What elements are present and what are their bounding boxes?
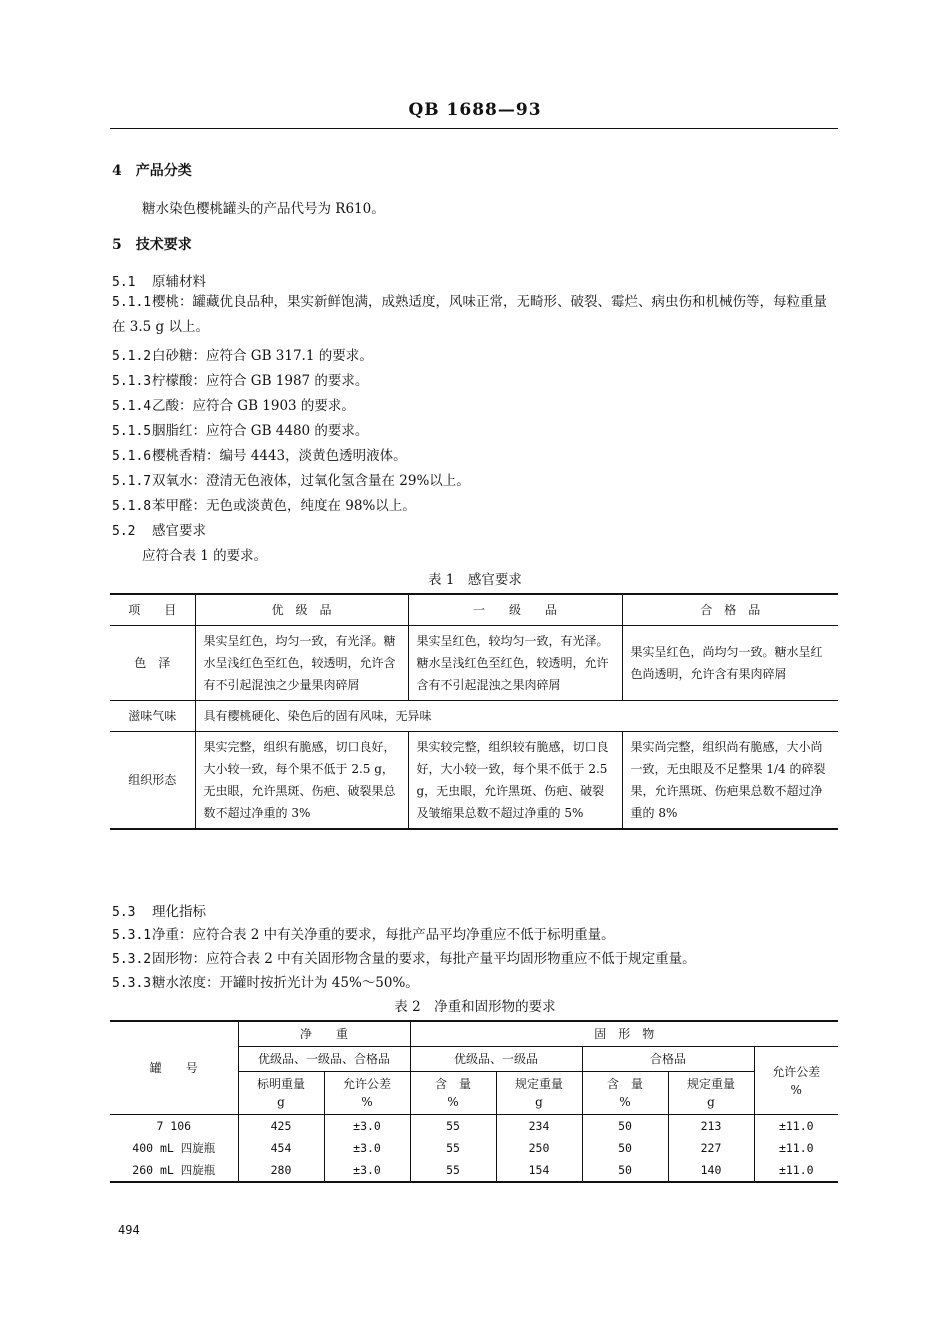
clause-5-2-text: 应符合表 1 的要求。 bbox=[142, 548, 268, 564]
cell-solids-tolerance: ±11.0 bbox=[754, 1137, 838, 1159]
clause-5-1-2 bbox=[112, 344, 373, 364]
cell-first-grade: 果实较完整，组织较有脆感，切口良好，大小较一致，每个果不低于 2.5 g，无虫眼，允许黑斑、伤疤、破裂及皱缩果总数不超过净重的 5% bbox=[408, 732, 622, 830]
cell-excellent: 果实完整，组织有脆感，切口良好，大小较一致，每个果不低于 2.5 g，无虫眼，允许黑斑、伤疤、破裂果总数不超过净重的 3% bbox=[195, 732, 408, 830]
table-row bbox=[110, 1115, 838, 1138]
clause-number: 5.1.7 bbox=[112, 474, 152, 489]
clause-5-1-4 bbox=[112, 394, 355, 414]
cell-spec-weight-1: 250 bbox=[496, 1137, 582, 1159]
net-tolerance-label: 允许公差 bbox=[342, 1077, 391, 1091]
document-header: QB 1688—93 bbox=[408, 100, 542, 120]
spec-weight-unit: g bbox=[535, 1095, 543, 1109]
cell-spec-weight-2: 227 bbox=[668, 1137, 754, 1159]
clause-text: 净重：应符合表 2 中有关净重的要求，每批产品平均净重应不低于标明重量。 bbox=[152, 927, 615, 943]
cell-excellent: 果实呈红色，均匀一致，有光泽。糖水呈浅红色至红色，较透明，允许含有不引起混浊之少量果肉碎屑 bbox=[195, 626, 408, 701]
cell-tolerance: ±3.0 bbox=[324, 1137, 410, 1159]
clause-number: 5.1.8 bbox=[112, 499, 152, 514]
table-row bbox=[110, 1137, 838, 1159]
cell-weight: 280 bbox=[238, 1159, 324, 1182]
row-label: 组织形态 bbox=[110, 732, 195, 830]
section-4-title: 4 产品分类 bbox=[112, 163, 192, 179]
clause-5-1 bbox=[112, 270, 206, 290]
header-content-2 bbox=[582, 1072, 668, 1115]
cell-first-grade: 果实呈红色，较均匀一致，有光泽。糖水呈浅红色至红色，较透明，允许含有不引起混浊之果肉碎屑 bbox=[408, 626, 622, 701]
tolerance-unit: % bbox=[790, 1082, 802, 1097]
header-spec-weight-1 bbox=[496, 1072, 582, 1115]
header-first-grade: 一 级 品 bbox=[408, 594, 622, 626]
header-excellent: 优 级 品 bbox=[195, 594, 408, 626]
table-row bbox=[110, 732, 838, 830]
cell-content-1: 55 bbox=[410, 1115, 496, 1138]
header-qualified: 合格品 bbox=[582, 1047, 754, 1072]
cell-content-2: 50 bbox=[582, 1137, 668, 1159]
clause-number: 5.2 bbox=[112, 524, 136, 539]
cell-content-2: 50 bbox=[582, 1115, 668, 1138]
cell-weight: 425 bbox=[238, 1115, 324, 1138]
cell-spec-weight-1: 154 bbox=[496, 1159, 582, 1182]
header-spec-weight-2 bbox=[668, 1072, 754, 1115]
content-label: 含 量 bbox=[434, 1077, 471, 1091]
clause-text: 糖水浓度：开罐时按折光计为 45%～50%。 bbox=[152, 975, 419, 991]
clause-text: 苯甲醛：无色或淡黄色，纯度在 98%以上。 bbox=[152, 498, 416, 514]
header-net-tolerance bbox=[324, 1072, 410, 1115]
table-row bbox=[110, 1159, 838, 1182]
section-4-text: 糖水染色樱桃罐头的产品代号为 R610。 bbox=[142, 201, 385, 217]
cell-spec-weight-2: 213 bbox=[668, 1115, 754, 1138]
cell-tolerance: ±3.0 bbox=[324, 1115, 410, 1138]
header-can-number: 罐 号 bbox=[110, 1021, 238, 1115]
clause-5-1-6 bbox=[112, 444, 407, 464]
clause-text: 樱桃香精：编号 4443，淡黄色透明液体。 bbox=[152, 448, 407, 464]
table-row bbox=[110, 701, 838, 732]
clause-number: 5.3.3 bbox=[112, 976, 152, 991]
cell-spec-weight-2: 140 bbox=[668, 1159, 754, 1182]
content-unit: % bbox=[447, 1095, 459, 1109]
content-unit: % bbox=[619, 1095, 631, 1109]
clause-5-1-7 bbox=[112, 469, 470, 489]
table-header-row bbox=[110, 594, 838, 626]
cell-solids-tolerance: ±11.0 bbox=[754, 1115, 838, 1138]
clause-text: 感官要求 bbox=[152, 523, 206, 539]
cell-content-1: 55 bbox=[410, 1137, 496, 1159]
clause-text: 柠檬酸：应符合 GB 1987 的要求。 bbox=[152, 373, 369, 389]
net-weight-solids-table bbox=[110, 1020, 838, 1183]
clause-5-1-1 bbox=[112, 290, 840, 339]
net-tolerance-unit: % bbox=[361, 1095, 373, 1109]
clause-number: 5.1 bbox=[112, 275, 136, 290]
cell-qualified: 果实呈红色，尚均匀一致。糖水呈红色尚透明，允许含有果肉碎屑 bbox=[622, 626, 838, 701]
clause-text: 樱桃：罐藏优良品种，果实新鲜饱满，成熟适度，风味正常，无畸形、破裂、霉烂、病虫伤和机械伤等，每粒重量在 3.5 g 以上。 bbox=[112, 294, 827, 335]
clause-5-2 bbox=[112, 519, 206, 539]
header-net-weight: 净 重 bbox=[238, 1021, 410, 1047]
clause-5-1-8 bbox=[112, 494, 416, 514]
clause-number: 5.1.5 bbox=[112, 424, 152, 439]
header-item: 项 目 bbox=[110, 594, 195, 626]
cell-qualified: 果实尚完整，组织尚有脆感，大小尚一致，无虫眼及不足整果 1/4 的碎裂果，允许黑斑、伤疤果总数不超过净重的 8% bbox=[622, 732, 838, 830]
header-solids-tolerance bbox=[754, 1047, 838, 1115]
labeled-weight-unit: g bbox=[277, 1095, 285, 1109]
table-2-caption: 表 2 净重和固形物的要求 bbox=[394, 999, 556, 1015]
cell-can: 260 mL 四旋瓶 bbox=[110, 1159, 238, 1182]
content-label: 含 量 bbox=[606, 1077, 643, 1091]
clause-text: 白砂糖：应符合 GB 317.1 的要求。 bbox=[152, 348, 373, 364]
labeled-weight-label: 标明重量 bbox=[256, 1077, 305, 1091]
header-labeled-weight bbox=[238, 1072, 324, 1115]
row-label: 色 泽 bbox=[110, 626, 195, 701]
table-row bbox=[110, 626, 838, 701]
spec-weight-unit: g bbox=[707, 1095, 715, 1109]
cell-tolerance: ±3.0 bbox=[324, 1159, 410, 1182]
clause-number: 5.1.1 bbox=[112, 295, 152, 310]
clause-text: 胭脂红：应符合 GB 4480 的要求。 bbox=[152, 423, 369, 439]
clause-5-1-3 bbox=[112, 369, 368, 389]
cell-solids-tolerance: ±11.0 bbox=[754, 1159, 838, 1182]
spec-weight-label: 规定重量 bbox=[514, 1077, 563, 1091]
clause-text: 乙酸：应符合 GB 1903 的要求。 bbox=[152, 398, 355, 414]
clause-5-3-3 bbox=[112, 971, 419, 991]
table-1-caption: 表 1 感官要求 bbox=[428, 572, 522, 588]
cell-can: 400 mL 四旋瓶 bbox=[110, 1137, 238, 1159]
cell-merged: 具有樱桃硬化、染色后的固有风味，无异味 bbox=[195, 701, 838, 732]
clause-5-1-5 bbox=[112, 419, 368, 439]
cell-content-1: 55 bbox=[410, 1159, 496, 1182]
tolerance-label: 允许公差 bbox=[772, 1064, 821, 1079]
clause-number: 5.1.2 bbox=[112, 349, 152, 364]
cell-weight: 454 bbox=[238, 1137, 324, 1159]
row-label: 滋味气味 bbox=[110, 701, 195, 732]
clause-5-3-1 bbox=[112, 923, 615, 943]
clause-number: 5.1.3 bbox=[112, 374, 152, 389]
header-rule bbox=[110, 128, 838, 129]
header-solids: 固 形 物 bbox=[410, 1021, 838, 1047]
clause-text: 双氧水：澄清无色液体，过氧化氢含量在 29%以上。 bbox=[152, 473, 470, 489]
table-header-row bbox=[110, 1021, 838, 1047]
clause-number: 5.3 bbox=[112, 905, 136, 920]
cell-content-2: 50 bbox=[582, 1159, 668, 1182]
clause-5-3-2 bbox=[112, 947, 696, 967]
sensory-requirements-table bbox=[110, 593, 838, 830]
clause-text: 固形物：应符合表 2 中有关固形物含量的要求，每批产量平均固形物重应不低于规定重量。 bbox=[152, 951, 696, 967]
clause-text: 原辅材料 bbox=[152, 274, 206, 290]
header-all-grades: 优级品、一级品、合格品 bbox=[238, 1047, 410, 1072]
header-qualified: 合 格 品 bbox=[622, 594, 838, 626]
page-number: 494 bbox=[118, 1223, 140, 1237]
clause-number: 5.3.2 bbox=[112, 952, 152, 967]
clause-number: 5.1.4 bbox=[112, 399, 152, 414]
header-content-1 bbox=[410, 1072, 496, 1115]
spec-weight-label: 规定重量 bbox=[686, 1077, 735, 1091]
clause-5-3 bbox=[112, 900, 206, 920]
cell-can: 7 106 bbox=[110, 1115, 238, 1138]
clause-text: 理化指标 bbox=[152, 904, 206, 920]
clause-number: 5.3.1 bbox=[112, 928, 152, 943]
cell-spec-weight-1: 234 bbox=[496, 1115, 582, 1138]
clause-number: 5.1.6 bbox=[112, 449, 152, 464]
section-5-title: 5 技术要求 bbox=[112, 237, 192, 253]
header-excellent-first: 优级品、一级品 bbox=[410, 1047, 582, 1072]
